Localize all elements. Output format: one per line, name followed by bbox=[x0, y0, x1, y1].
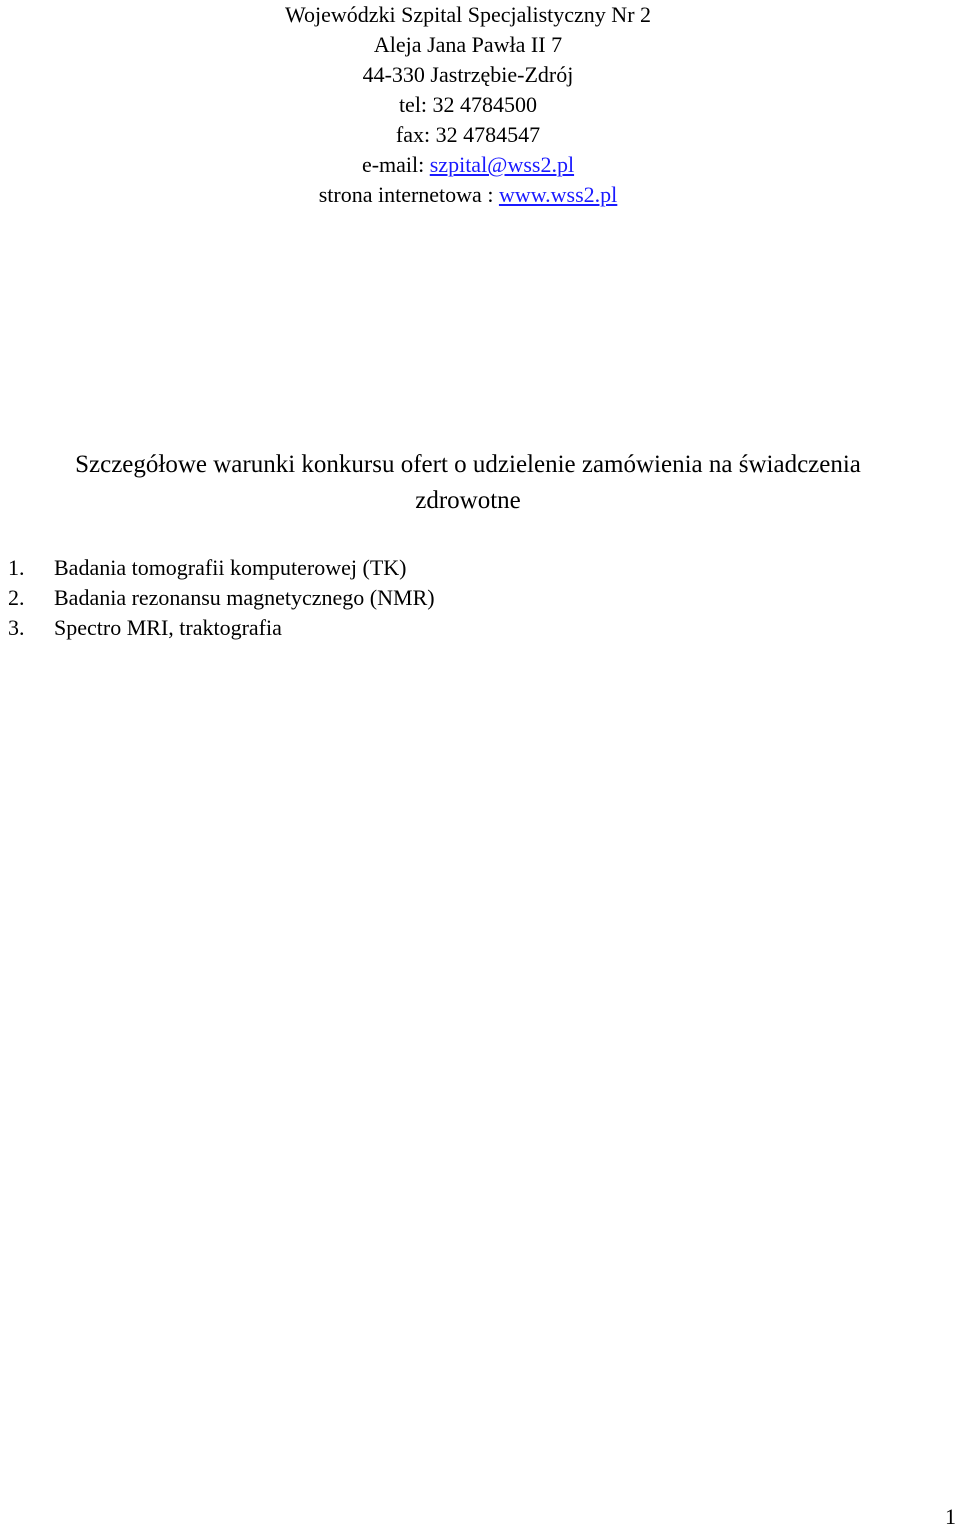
page-number: 1 bbox=[945, 1504, 956, 1529]
email-label: e-mail: bbox=[361, 152, 430, 177]
fax-number: fax: 32 4784547 bbox=[395, 122, 541, 147]
website-line bbox=[0, 180, 936, 210]
list-item bbox=[8, 553, 435, 583]
list-item-text: Spectro MRI, traktografia bbox=[54, 615, 282, 640]
document-title-line-2: zdrowotne bbox=[415, 487, 521, 514]
list-item-text: Badania rezonansu magnetycznego (NMR) bbox=[54, 585, 435, 610]
services-list bbox=[8, 553, 435, 643]
email-line bbox=[0, 150, 936, 180]
list-item-number: 3. bbox=[8, 615, 25, 640]
list-item bbox=[8, 583, 435, 613]
website-label: strona internetowa : bbox=[318, 182, 499, 207]
hospital-name: Wojewódzki Szpital Specjalistyczny Nr 2 bbox=[284, 2, 652, 27]
city-address: 44-330 Jastrzębie-Zdrój bbox=[362, 62, 574, 87]
list-item-text: Badania tomografii komputerowej (TK) bbox=[54, 555, 407, 580]
phone-number: tel: 32 4784500 bbox=[398, 92, 538, 117]
list-item-number: 2. bbox=[8, 585, 25, 610]
hospital-header bbox=[0, 0, 936, 210]
email-link[interactable]: szpital@wss2.pl bbox=[429, 152, 575, 177]
document-title-line-1: Szczegółowe warunki konkursu ofert o udzielenie zamówienia na świadczenia bbox=[75, 451, 861, 478]
list-item bbox=[8, 613, 435, 643]
document-title bbox=[0, 447, 936, 519]
website-link[interactable]: www.wss2.pl bbox=[498, 182, 618, 207]
street-address: Aleja Jana Pawła II 7 bbox=[373, 32, 563, 57]
list-item-number: 1. bbox=[8, 555, 25, 580]
